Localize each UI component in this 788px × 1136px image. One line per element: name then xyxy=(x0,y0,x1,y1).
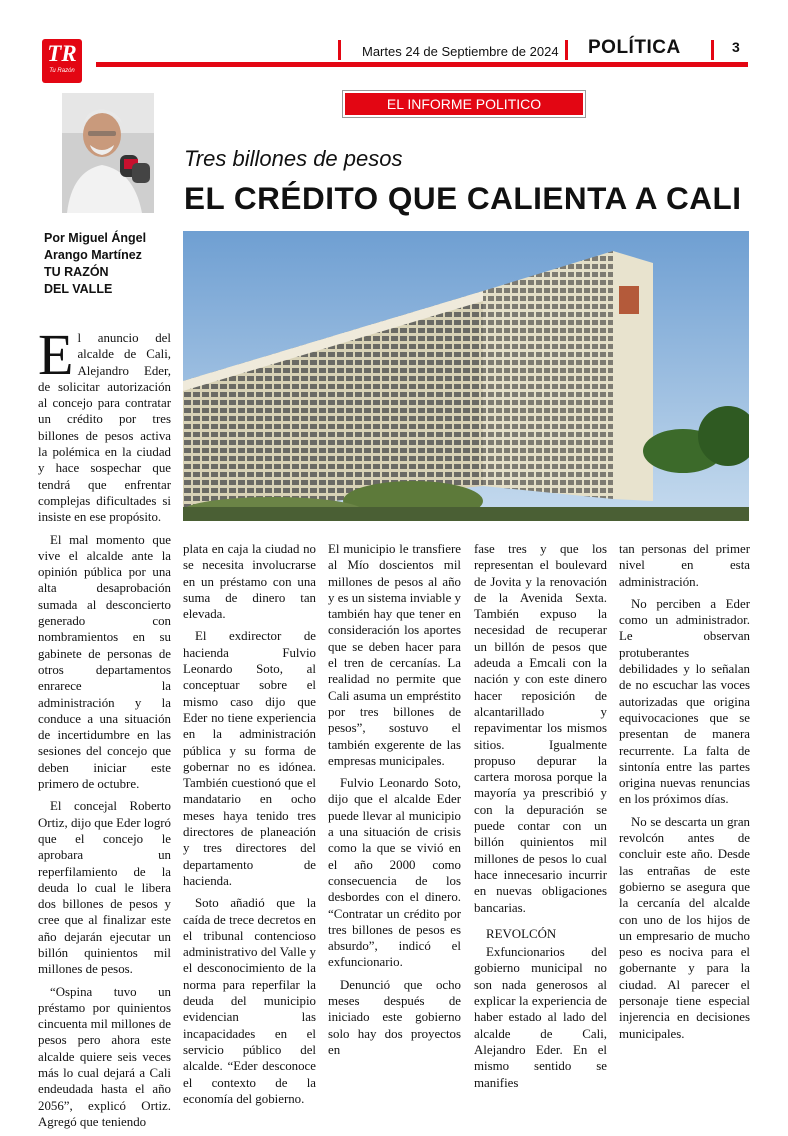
header-divider xyxy=(711,40,714,60)
article-paragraph: No se descarta un gran revolcón antes de concluir este año. Desde las entrañas de este gobierno se asegura que la cercanía del alcalde con uno de los hijos de un empresario de mucho peso es nociva para el gobernante y para la ciudad. Al parecer el personaje tiene especial injerencia en decisiones municipales. xyxy=(619,814,750,1041)
article-paragraph: fase tres y que los representan el boulevard de Jovita y la renovación de la Avenida Sexta. También expuso la necesidad de recuperar un billón de pesos que adeuda a Emcali con la nación y con este dinero hacer reposición de alcantarillado y repavimentar los mismos sitios. Igualmente propuso depurar la cartera morosa porque la mayoría ya prescribió y con la depuración se puede contar con un billón quinientos mil millones de pesos lo cual hace innecesario incurrir en nuevas obligaciones bancarias. xyxy=(474,542,607,915)
article-paragraph: plata en caja la ciudad no se necesita involucrarse en un préstamo con una suma de dinero tan elevada. xyxy=(183,542,316,622)
section-name: POLÍTICA xyxy=(588,37,681,58)
header-divider xyxy=(565,40,568,60)
article-paragraph: Exfuncionarios del gobierno municipal no son nada generosos al explicar la experiencia de haber estado al lado del alcalde de Cali, Alejandro Eder. En el mismo sentido se manifies xyxy=(474,945,607,1090)
header-divider xyxy=(338,40,341,60)
article-subtitle: Tres billones de pesos xyxy=(184,146,403,171)
kicker-label: EL INFORME POLITICO xyxy=(345,93,583,115)
article-paragraph: El municipio le transfiere al Mío doscientos mil millones de pesos al año y es un sistema inviable y también hay que tener en consideración los aportes que se deben hacer para el tren de cercanías. La realidad no permite que Cali asuma un empréstito por tres billones de pesos”, sostuvo el también exgerente de las empresas municipales. xyxy=(328,542,461,768)
article-paragraph: Soto añadió que la caída de trece decretos en el tribunal contencioso administrativo del Valle y el desconocimiento de la norma para reperfilar la deuda del municipio evidencian las incapacidades en el servicio público del alcalde. “Eder desconoce el contexto de la economía del gobierno. xyxy=(183,896,316,1106)
byline-line: TU RAZÓN xyxy=(44,265,109,279)
article-headline: EL CRÉDITO QUE CALIENTA A CALI xyxy=(184,180,742,216)
article-column-1 xyxy=(38,322,171,1136)
byline-line: Arango Martínez xyxy=(44,248,142,262)
page-number: 3 xyxy=(732,39,740,55)
article-paragraph: No perciben a Eder como un administrador. Le observan protuberantes debilidades y lo señalan de no escuchar las voces autorizadas que origina equivocaciones que se presentan de manera recurrente. La falta de sintonía entre las partes origina nuevas renuncias en los próximos días. xyxy=(619,596,750,807)
article-paragraph: “Ospina tuvo un préstamo por quinientos cincuenta mil millones de pesos pero ahora este alcalde quiere seis veces más lo cual dejará a Cali endeudada hasta el año 2056”, explicó Ortiz. Agregó que teniendo xyxy=(38,984,171,1129)
article-paragraph: El exdirector de hacienda Fulvio Leonardo Soto, al conceptuar sobre el mismo caso dijo que Eder no tiene experiencia en la administración pública y su forma de gobernar no es idónea. También cuestionó que el mandatario en ocho meses haya tenido tres directores de planeación y tres directores del departamento de hacienda. xyxy=(183,629,316,888)
drop-cap: E xyxy=(38,322,74,387)
newspaper-logo xyxy=(42,39,82,83)
byline xyxy=(44,230,174,298)
logo-text: TR xyxy=(47,41,77,66)
building-photo xyxy=(183,231,749,521)
article-column-5 xyxy=(619,541,750,1048)
article-paragraph: El mal momento que vive el alcalde ante la opinión pública por una alta desaprobación sumada al desconcierto generado con nombramientos en su gabinete de personas de otros departamentos enrarece la administración y la conduce a una situación de incertidumbre en las sesiones del concejo que deben iniciar este primero de octubre. xyxy=(38,532,171,792)
subhead: REVOLCÓN xyxy=(486,926,557,941)
article-paragraph: El concejal Roberto Ortiz, dijo que Eder logró que el concejo le aprobara un reperfilamiento de la deuda lo cual le libera dos billones de pesos y cree que al finalizar este año dejarán ejecutar un billón quinientos mil millones de pesos. xyxy=(38,799,171,977)
article-column-2 xyxy=(183,541,316,1113)
logo-subtext: Tu Razón xyxy=(49,68,75,74)
issue-date: Martes 24 de Septiembre de 2024 xyxy=(362,44,559,59)
article-paragraph: Denunció que ocho meses después de iniciado este gobierno solo hay dos proyectos en xyxy=(328,977,461,1057)
header-rule xyxy=(96,62,748,67)
byline-line: Por Miguel Ángel xyxy=(44,231,147,245)
article-paragraph: El anuncio del alcalde de Cali, Alejandro Eder, de solicitar autorización al concejo para contratar un crédito por tres billones de pesos activa la polémica en la ciudad y hace sospechar que tendrá que enfrentar complejas dificultades si insiste en ese propósito. xyxy=(38,322,171,525)
article-column-4 xyxy=(474,541,607,1097)
article-paragraph: tan personas del primer nivel en esta administración. xyxy=(619,542,750,589)
article-column-3 xyxy=(328,541,461,1064)
author-photo xyxy=(62,93,154,213)
article-paragraph: Fulvio Leonardo Soto, dijo que el alcalde Eder puede llevar al municipio a una situación de crisis como la que se vivió en el año 2000 como consecuencia de los desbordes con el dinero. “Contratar un crédito por tres billones de pesos es absurdo”, indicó el exfuncionario. xyxy=(328,776,461,970)
byline-line: DEL VALLE xyxy=(44,282,113,296)
